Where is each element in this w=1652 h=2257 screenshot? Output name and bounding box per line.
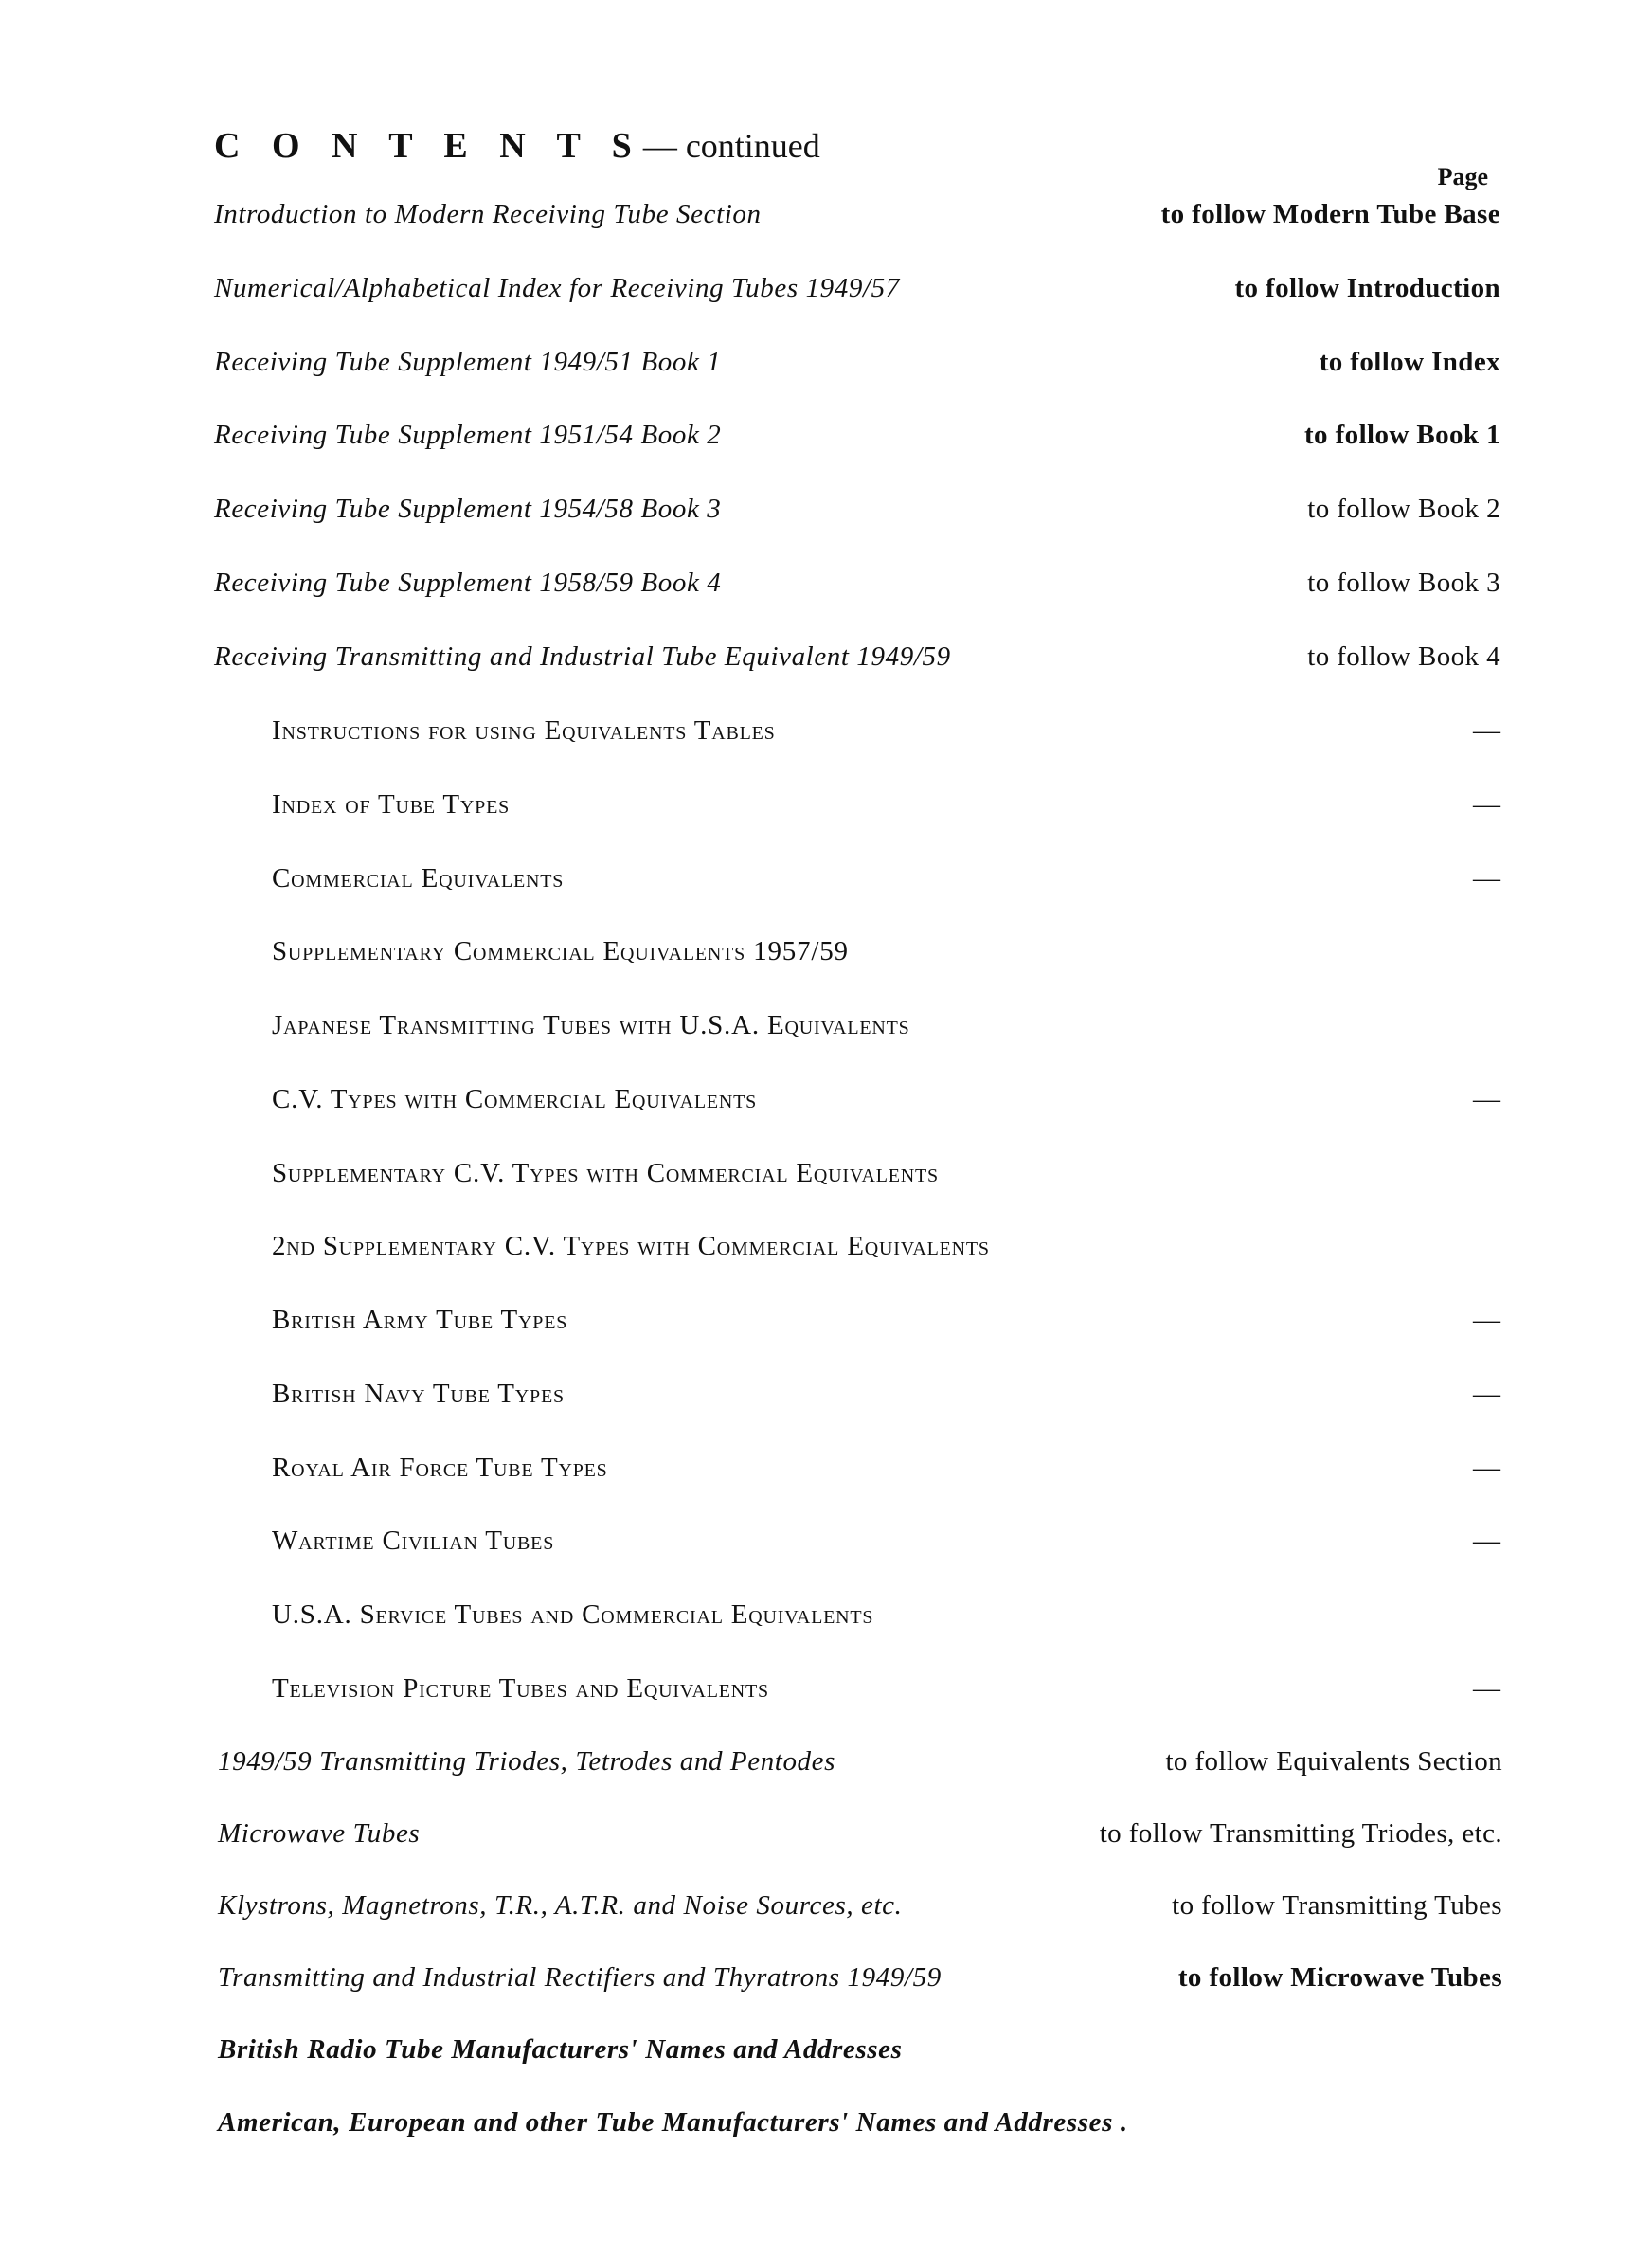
toc-entry-title: Introduction to Modern Receiving Tube Section [214, 199, 762, 229]
toc-entry-ref: to follow Transmitting Tubes [1172, 1890, 1502, 1921]
toc-subentry [272, 1084, 1500, 1126]
toc-entry-ref: to follow Book 4 [1307, 641, 1500, 672]
toc-subentry [272, 1526, 1500, 1567]
toc-subentry [272, 1379, 1500, 1420]
toc-subentry [272, 1231, 1500, 1273]
toc-entry [214, 641, 1500, 683]
toc-subentry [272, 863, 1500, 905]
toc-subentry-title: Instructions for using Equivalents Tables [272, 715, 776, 746]
toc-entry-title: 1949/59 Transmitting Triodes, Tetrodes and Pentodes [218, 1746, 836, 1777]
contents-title: C O N T E N T S [214, 126, 643, 166]
toc-subentry [272, 1599, 1500, 1641]
toc-entry [218, 2107, 1502, 2149]
toc-subentry-title: Royal Air Force Tube Types [272, 1453, 608, 1483]
toc-subentry-title: Japanese Transmitting Tubes with U.S.A. Equivalents [272, 1010, 910, 1040]
page-column-label: Page [1437, 163, 1488, 190]
toc-entry-title: American, European and other Tube Manufacturers' Names and Addresses . [218, 2107, 1128, 2138]
contents-heading [214, 125, 820, 167]
toc-entry [218, 1818, 1502, 1860]
toc-subentry-ref: — [1473, 1379, 1500, 1409]
toc-subentry-title: Supplementary C.V. Types with Commercial Equivalents [272, 1158, 939, 1188]
toc-subentry-title: British Navy Tube Types [272, 1379, 565, 1409]
toc-subentry-ref: — [1473, 1084, 1500, 1114]
toc-entry [214, 199, 1500, 241]
toc-subentry [272, 715, 1500, 757]
toc-entry-ref: to follow Modern Tube Base [1160, 199, 1500, 229]
toc-entry-ref: to follow Transmitting Triodes, etc. [1099, 1818, 1502, 1849]
toc-entry-title: Receiving Tube Supplement 1958/59 Book 4 [214, 568, 722, 598]
toc-subentry-ref: — [1473, 1453, 1500, 1483]
toc-subentry [272, 936, 1500, 978]
toc-entry-ref: to follow Book 2 [1307, 494, 1500, 524]
toc-subentry-ref: — [1473, 1673, 1500, 1704]
toc-entry-title: Receiving Transmitting and Industrial Tube Equivalent 1949/59 [214, 641, 951, 672]
toc-subentry-title: Index of Tube Types [272, 789, 511, 820]
toc-entry-ref: to follow Microwave Tubes [1177, 1962, 1502, 1993]
toc-subentry-ref: — [1473, 1305, 1500, 1335]
toc-entry [214, 494, 1500, 535]
toc-entry [214, 420, 1500, 461]
toc-subentry [272, 789, 1500, 831]
toc-subentry-title: Television Picture Tubes and Equivalents [272, 1673, 769, 1704]
toc-entry [214, 273, 1500, 315]
toc-subentry [272, 1305, 1500, 1346]
toc-subentry [272, 1453, 1500, 1494]
toc-subentry-title: U.S.A. Service Tubes and Commercial Equivalents [272, 1599, 874, 1630]
toc-entry-title: Microwave Tubes [218, 1818, 421, 1849]
toc-entry-ref: to follow Book 1 [1304, 420, 1500, 450]
toc-entry-ref: to follow Index [1319, 347, 1500, 377]
toc-entry-title: Numerical/Alphabetical Index for Receiving Tubes 1949/57 [214, 273, 900, 303]
toc-subentry [272, 1010, 1500, 1052]
toc-subentry-title: Wartime Civilian Tubes [272, 1526, 555, 1556]
toc-subentry-ref: — [1473, 1526, 1500, 1556]
toc-entry-title: Receiving Tube Supplement 1951/54 Book 2 [214, 420, 722, 450]
toc-subentry-title: British Army Tube Types [272, 1305, 568, 1335]
toc-subentry-ref: — [1473, 789, 1500, 820]
toc-subentry-ref: — [1473, 863, 1500, 894]
toc-subentry-title: Supplementary Commercial Equivalents 1957/59 [272, 936, 849, 966]
toc-entry-title: Klystrons, Magnetrons, T.R., A.T.R. and Noise Sources, etc. [218, 1890, 903, 1921]
toc-entry-ref: to follow Introduction [1234, 273, 1500, 303]
toc-subentry [272, 1673, 1500, 1715]
toc-subentry-title: C.V. Types with Commercial Equivalents [272, 1084, 758, 1114]
toc-subentry [272, 1158, 1500, 1200]
toc-entry-ref: to follow Book 3 [1307, 568, 1500, 598]
toc-entry [218, 1890, 1502, 1932]
toc-entry [214, 347, 1500, 388]
toc-entry-title: Receiving Tube Supplement 1954/58 Book 3 [214, 494, 722, 524]
toc-entry [218, 1962, 1502, 2004]
toc-entry [214, 568, 1500, 609]
toc-entry-ref: to follow Equivalents Section [1165, 1746, 1502, 1777]
toc-subentry-ref: — [1473, 715, 1500, 746]
contents-continued: — continued [642, 127, 820, 165]
toc-entry-title: Transmitting and Industrial Rectifiers and Thyratrons 1949/59 [218, 1962, 942, 1993]
toc-subentry-title: Commercial Equivalents [272, 863, 565, 894]
toc-entry [218, 2034, 1502, 2076]
toc-entry [218, 1746, 1502, 1788]
toc-entry-title: British Radio Tube Manufacturers' Names and Addresses [218, 2034, 903, 2065]
toc-subentry-title: 2nd Supplementary C.V. Types with Commercial Equivalents [272, 1231, 990, 1261]
toc-entry-title: Receiving Tube Supplement 1949/51 Book 1 [214, 347, 722, 377]
